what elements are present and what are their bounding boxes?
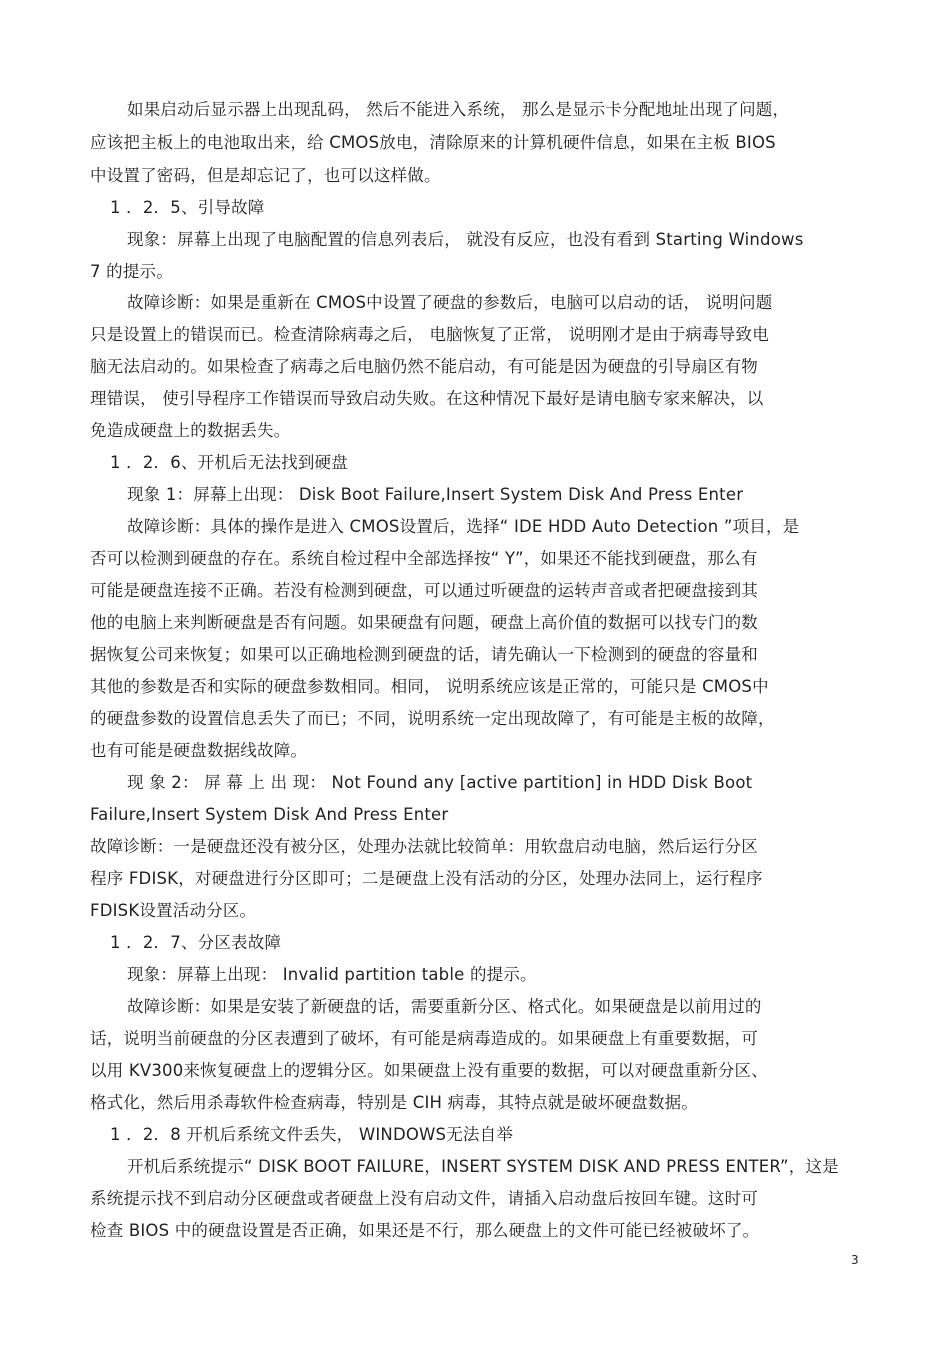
text-line: 可能是硬盘连接不正确。若没有检测到硬盘，可以通过听硬盘的运转声音或者把硬盘接到其 bbox=[90, 581, 758, 600]
section-heading: 1 ．2．8 开机后系统文件丢失， WINDOWS无法自举 bbox=[110, 1125, 514, 1144]
text-line: FDISK设置活动分区。 bbox=[90, 901, 257, 920]
text-line: 否可以检测到硬盘的存在。系统自检过程中全部选择按“ Y”，如果还不能找到硬盘，那么有 bbox=[90, 549, 758, 568]
text-line: 现象 1：屏幕上出现： Disk Boot Failure,Insert System Disk And Press Enter bbox=[127, 485, 744, 504]
text-line: 故障诊断：如果是安装了新硬盘的话，需要重新分区、格式化。如果硬盘是以前用过的 bbox=[127, 997, 762, 1016]
text-line: 现象：屏幕上出现了电脑配置的信息列表后， 就没有反应，也没有看到 Starting Windows bbox=[127, 230, 804, 249]
section-heading: 1 ．2．7、分区表故障 bbox=[110, 933, 282, 952]
text-line: 检查 BIOS 中的硬盘设置是否正确，如果还是不行，那么硬盘上的文件可能已经被破坏了。 bbox=[90, 1221, 760, 1240]
text-line: 如果启动后显示器上出现乱码， 然后不能进入系统， 那么是显示卡分配地址出现了问题， bbox=[127, 100, 790, 119]
text-line: Failure,Insert System Disk And Press Enter bbox=[90, 805, 449, 824]
text-line: 话，说明当前硬盘的分区表遭到了破坏，有可能是病毒造成的。如果硬盘上有重要数据，可 bbox=[90, 1029, 758, 1048]
text-line: 现 象 2： 屏 幕 上 出 现： Not Found any [active partition] in HDD Disk Boot bbox=[127, 773, 753, 792]
text-line: 理错误， 使引导程序工作错误而导致启动失败。在这种情况下最好是请电脑专家来解决，以 bbox=[90, 389, 764, 408]
text-line: 故障诊断：如果是重新在 CMOS中设置了硬盘的参数后，电脑可以启动的话， 说明问题 bbox=[127, 293, 773, 312]
text-line: 只是设置上的错误而已。检查清除病毒之后， 电脑恢复了正常， 说明刚才是由于病毒导致电 bbox=[90, 325, 769, 344]
text-line: 的硬盘参数的设置信息丢失了而已；不同，说明系统一定出现故障了，有可能是主板的故障， bbox=[90, 709, 775, 728]
page-number: 3 bbox=[851, 1253, 859, 1267]
text-line: 也有可能是硬盘数据线故障。 bbox=[90, 741, 308, 760]
text-line: 他的电脑上来判断硬盘是否有问题。如果硬盘有问题，硬盘上高价值的数据可以找专门的数 bbox=[90, 613, 758, 632]
text-line: 7 的提示。 bbox=[90, 262, 173, 281]
text-line: 免造成硬盘上的数据丢失。 bbox=[90, 421, 291, 440]
section-heading: 1 ．2．5、引导故障 bbox=[110, 198, 265, 217]
text-line: 中设置了密码，但是却忘记了，也可以这样做。 bbox=[90, 166, 441, 185]
text-line: 故障诊断：一是硬盘还没有被分区，处理办法就比较简单：用软盘启动电脑，然后运行分区 bbox=[90, 837, 758, 856]
text-line: 格式化，然后用杀毒软件检查病毒，特别是 CIH 病毒，其特点就是破坏硬盘数据。 bbox=[90, 1093, 699, 1112]
text-line: 开机后系统提示“ DISK BOOT FAILURE，INSERT SYSTEM DISK AND PRESS ENTER”，这是 bbox=[127, 1157, 839, 1176]
section-heading: 1 ．2．6、开机后无法找到硬盘 bbox=[110, 453, 348, 472]
text-line: 系统提示找不到启动分区硬盘或者硬盘上没有启动文件，请插入启动盘后按回车键。这时可 bbox=[90, 1189, 758, 1208]
text-line: 脑无法启动的。如果检查了病毒之后电脑仍然不能启动，有可能是因为硬盘的引导扇区有物 bbox=[90, 357, 758, 376]
text-line: 其他的参数是否和实际的硬盘参数相同。相同， 说明系统应该是正常的，可能只是 CMOS中 bbox=[90, 677, 769, 696]
text-line: 程序 FDISK，对硬盘进行分区即可；二是硬盘上没有活动的分区，处理办法同上，运行程序 bbox=[90, 869, 763, 888]
text-line: 现象：屏幕上出现： Invalid partition table 的提示。 bbox=[127, 965, 537, 984]
text-line: 故障诊断：具体的操作是进入 CMOS设置后，选择“ IDE HDD Auto Detection ”项目，是 bbox=[127, 517, 800, 536]
text-line: 据恢复公司来恢复；如果可以正确地检测到硬盘的话，请先确认一下检测到的硬盘的容量和 bbox=[90, 645, 758, 664]
text-line: 以用 KV300来恢复硬盘上的逻辑分区。如果硬盘上没有重要的数据，可以对硬盘重新分区、 bbox=[90, 1061, 768, 1080]
text-line: 应该把主板上的电池取出来，给 CMOS放电，清除原来的计算机硬件信息，如果在主板 BIOS bbox=[90, 133, 776, 152]
